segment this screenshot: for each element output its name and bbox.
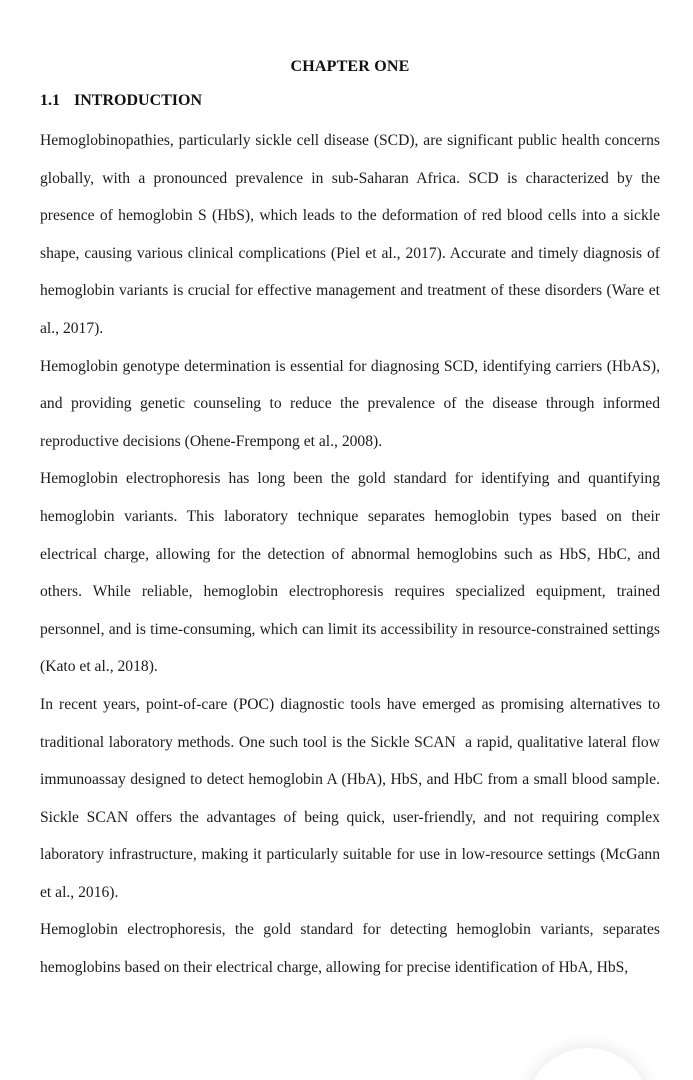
paragraph: Hemoglobin electrophoresis has long been the gold standard for identifying and quantifying hemoglobin variants. This laboratory technique separates hemoglobin types based on their electrical charge, allowing for the detection of abnormal hemoglobins such as HbS, HbC, and others. While reliable, hemoglobin electrophoresis requires specialized equipment, trained personnel, and is time-consuming, which can limit its accessibility in resource-constrained settings (Kato et al., 2018).: [40, 470, 660, 676]
body-text: [40, 122, 660, 987]
paragraph: Hemoglobinopathies, particularly sickle cell disease (SCD), are significant public health concerns globally, with a pronounced prevalence in sub-Saharan Africa. SCD is characterized by the presence of hemoglobin S (HbS), which leads to the deformation of red blood cells into a sickle shape, causing various clinical complications (Piel et al., 2017). Accurate and timely diagnosis of hemoglobin variants is crucial for effective management and treatment of these disorders (Ware et al., 2017).: [40, 132, 660, 337]
section-heading: [40, 92, 660, 110]
floating-element-shadow: [526, 1048, 650, 1080]
paragraph: Hemoglobin electrophoresis, the gold standard for detecting hemoglobin variants, separates hemoglobins based on their electrical charge, allowing for precise identification of HbA, HbS,: [40, 921, 660, 977]
paragraph: In recent years, point-of-care (POC) diagnostic tools have emerged as promising alternatives to traditional laboratory methods. One such tool is the Sickle SCAN a rapid, qualitative lateral flow immunoassay designed to detect hemoglobin A (HbA), HbS, and HbC from a small blood sample. Sickle SCAN offers the advantages of being quick, user-friendly, and not requiring complex laboratory infrastructure, making it particularly suitable for use in low-resource settings (McGann et al., 2016).: [40, 695, 660, 901]
section-title: INTRODUCTION: [74, 92, 203, 109]
paragraph: Hemoglobin genotype determination is essential for diagnosing SCD, identifying carriers (HbAS), and providing genetic counseling to reduce the prevalence of the disease through informed reproductive decisions (Ohene-Frempong et al., 2008).: [40, 357, 660, 450]
section-number: 1.1: [40, 92, 60, 109]
chapter-heading: CHAPTER ONE: [290, 58, 410, 75]
